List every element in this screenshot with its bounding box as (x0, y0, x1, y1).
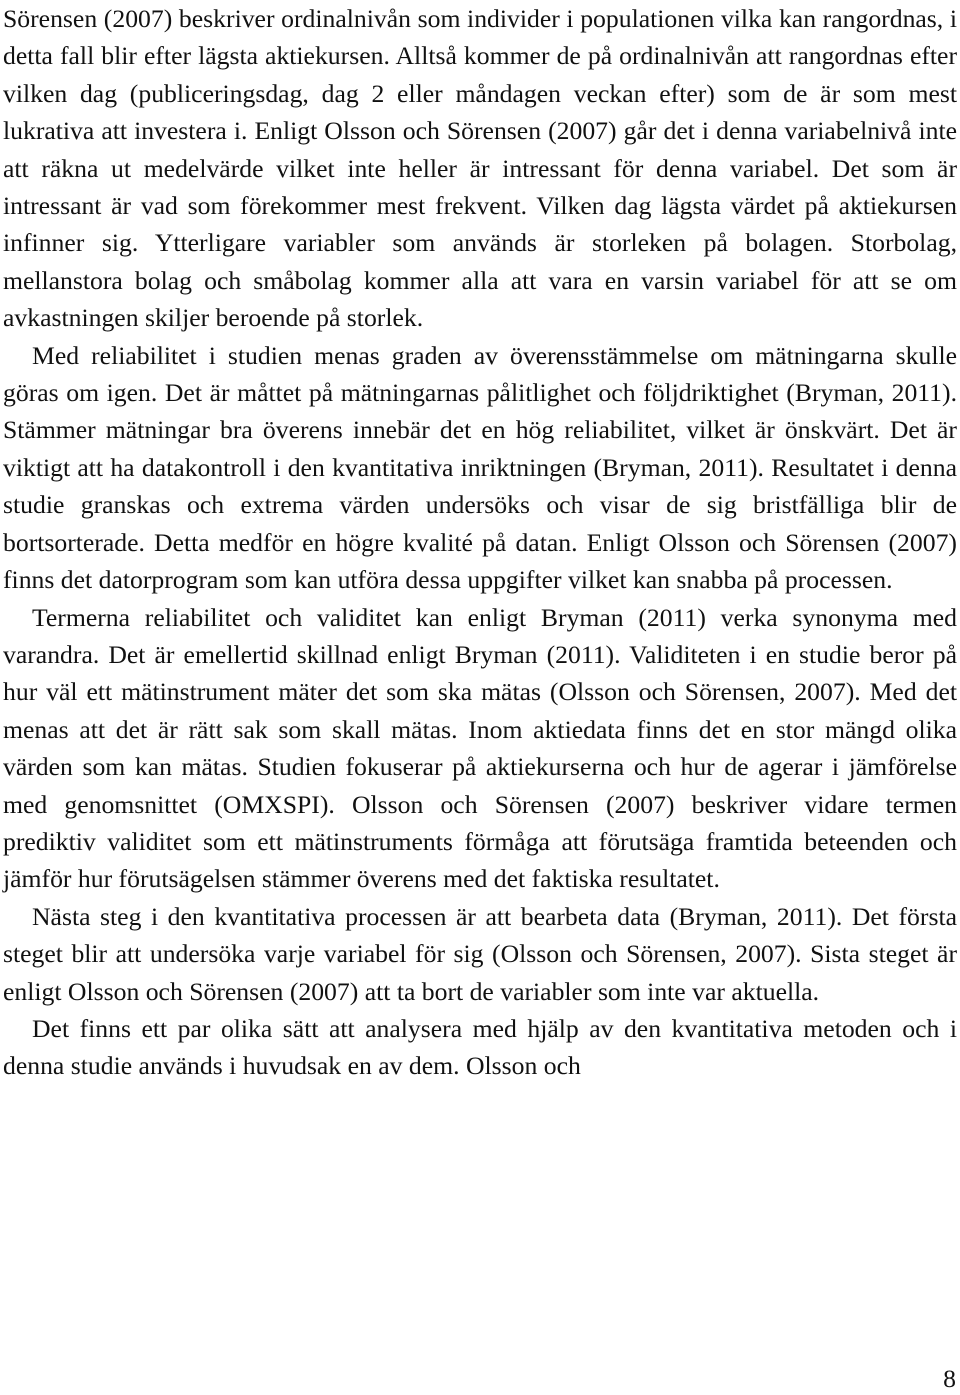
paragraph-data-processing: Nästa steg i den kvantitativa processen är att bearbeta data (Bryman, 2011). Det första steget blir att undersöka varje variabel för sig (Olsson och Sörensen, 2007). Sista steget är enligt Olsson och Sörensen (2007) att ta bort de variabler som inte var aktuella. (3, 901, 957, 1006)
paragraph-reliability: Med reliabilitet i studien menas graden av överensstämmelse om mätningarna skulle göras om igen. Det är måttet på mätningarnas pålitlighet och följdriktighet (Bryman, 2011). Stämmer mätningar bra överens innebär det en hög reliabilitet, vilket är önskvärt. Det är viktigt att ha datakontroll i den kvantitativa inriktningen (Bryman, 2011). Resultatet i denna studie granskas och extrema värden undersöks och visar de sig bristfälliga blir de bortsorterade. Detta medför en högre kvalité på datan. Enligt Olsson och Sörensen (2007) finns det datorprogram som kan utföra dessa uppgifter vilket kan snabba på processen. (3, 340, 957, 595)
page-number: 8 (943, 1364, 956, 1393)
paragraph-analysis-methods: Det finns ett par olika sätt att analysera med hjälp av den kvantitativa metoden och i denna studie används i huvudsak en av dem. Olsson och (3, 1013, 957, 1081)
paragraph-validity: Termerna reliabilitet och validitet kan enligt Bryman (2011) verka synonyma med varandra. Det är emellertid skillnad enligt Bryman (2011). Validiteten i en studie beror på hur väl ett mätinstrument mäter det som ska mätas (Olsson och Sörensen, 2007). Med det menas att det är rätt sak som skall mätas. Inom aktiedata finns det en stor mängd olika värden som kan mätas. Studien fokuserar på aktiekurserna och hur de agerar i jämförelse med genomsnittet (OMXSPI). Olsson och Sörensen (2007) beskriver vidare termen prediktiv validitet som ett mätinstruments förmåga att förutsäga framtida beteenden och jämför hur förutsägelsen stämmer överens med det faktiska resultatet. (3, 602, 957, 894)
paragraph-ordinal-level: Sörensen (2007) beskriver ordinalnivån som individer i populationen vilka kan rangordnas, i detta fall blir efter lägsta aktiekursen. Alltså kommer de på ordinalnivån att rangordnas efter vilken dag (publiceringsdag, dag 2 eller måndagen veckan efter) som de är som mest lukrativa att investera i. Enligt Olsson och Sörensen (2007) går det i denna variabelnivå inte att räkna ut medelvärde vilket inte heller är intressant för denna variabel. Det som är intressant är vad som förekommer mest frekvent. Vilken dag lägsta värdet på aktiekursen infinner sig. Ytterligare variabler som används är storleken på bolagen. Storbolag, mellanstora bolag och småbolag kommer alla att vara en varsin variabel för att se om avkastningen skiljer beroende på storlek. (3, 4, 957, 333)
